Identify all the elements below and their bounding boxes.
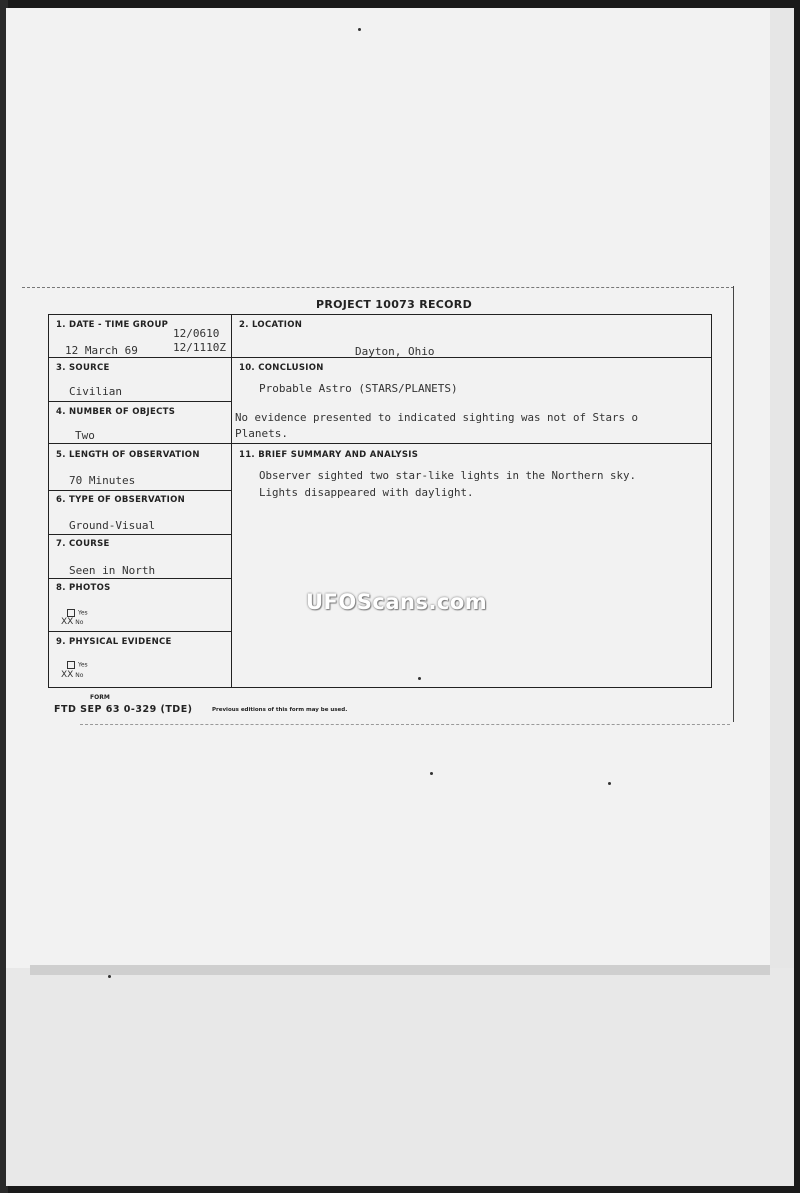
photos-label: 8. PHOTOS (56, 583, 111, 593)
physical-evidence-yes-text: Yes (78, 661, 88, 669)
column-divider (231, 315, 232, 687)
form-frame-right-line (733, 286, 734, 722)
scan-speck (430, 772, 433, 775)
number-of-objects-label: 4. NUMBER OF OBJECTS (56, 407, 176, 417)
right-row-divider-2 (231, 443, 711, 444)
conclusion-note-line1: No evidence presented to indicated sighting was not of Stars o (235, 411, 639, 424)
scan-right-margin (770, 8, 794, 988)
scan-speck (608, 782, 611, 785)
scan-speck (418, 677, 421, 680)
photos-yes-text: Yes (78, 609, 88, 617)
scan-speck (108, 975, 111, 978)
project-record-form (48, 314, 712, 688)
left-row-divider-7 (49, 631, 231, 632)
photos-no-option (61, 617, 83, 627)
left-row-divider-1 (49, 357, 231, 358)
photos-yes-option (67, 609, 88, 617)
photos-no-mark: XX (61, 617, 74, 627)
course-value: Seen in North (69, 564, 156, 577)
date-time-group-date: 12 March 69 (65, 344, 138, 357)
source-value: Civilian (69, 385, 122, 398)
photos-no-text: No (75, 619, 84, 626)
left-row-divider-2 (49, 401, 231, 402)
date-time-group-label: 1. DATE - TIME GROUP (56, 320, 169, 330)
physical-evidence-label: 9. PHYSICAL EVIDENCE (56, 637, 172, 647)
scan-speck (358, 28, 361, 31)
summary-line1: Observer sighted two star-like lights in the Northern sky. (259, 469, 637, 482)
number-of-objects-value: Two (75, 429, 95, 442)
summary-label: 11. BRIEF SUMMARY AND ANALYSIS (239, 450, 419, 460)
left-row-divider-5 (49, 534, 231, 535)
left-row-divider-4 (49, 490, 231, 491)
physical-evidence-no-mark: XX (61, 670, 74, 680)
fold-line (30, 965, 770, 975)
date-time-group-zulu: 12/1110Z (173, 341, 226, 354)
type-of-observation-label: 6. TYPE OF OBSERVATION (56, 495, 186, 505)
date-time-group-local: 12/0610 (173, 327, 220, 340)
footer-form-code: FTD SEP 63 0-329 (TDE) (54, 704, 193, 715)
physical-evidence-yes-checkbox (67, 661, 75, 669)
left-row-divider-3 (49, 443, 231, 444)
footer-note: Previous editions of this form may be used. (212, 707, 348, 713)
photos-yes-checkbox (67, 609, 75, 617)
physical-evidence-no-text: No (75, 672, 84, 679)
watermark: UFOScans.com (306, 590, 488, 614)
form-top-dashed-line (22, 287, 734, 288)
form-bottom-dashed-line (80, 724, 730, 725)
physical-evidence-yes-option (67, 661, 88, 669)
location-value: Dayton, Ohio (355, 345, 435, 358)
conclusion-value: Probable Astro (STARS/PLANETS) (259, 382, 458, 395)
physical-evidence-no-option (61, 670, 83, 680)
source-label: 3. SOURCE (56, 363, 110, 373)
location-label: 2. LOCATION (239, 320, 303, 330)
form-title: PROJECT 10073 RECORD (316, 298, 473, 311)
conclusion-label: 10. CONCLUSION (239, 363, 324, 373)
type-of-observation-value: Ground-Visual (69, 519, 156, 532)
summary-line2: Lights disappeared with daylight. (259, 486, 474, 499)
length-of-observation-value: 70 Minutes (69, 474, 136, 487)
footer-form-word: FORM (90, 694, 110, 701)
course-label: 7. COURSE (56, 539, 110, 549)
length-of-observation-label: 5. LENGTH OF OBSERVATION (56, 450, 200, 460)
paper-lower-sheet (6, 968, 794, 1186)
left-row-divider-6 (49, 578, 231, 579)
conclusion-note-line2: Planets. (235, 427, 288, 440)
right-row-divider-1 (231, 357, 711, 358)
